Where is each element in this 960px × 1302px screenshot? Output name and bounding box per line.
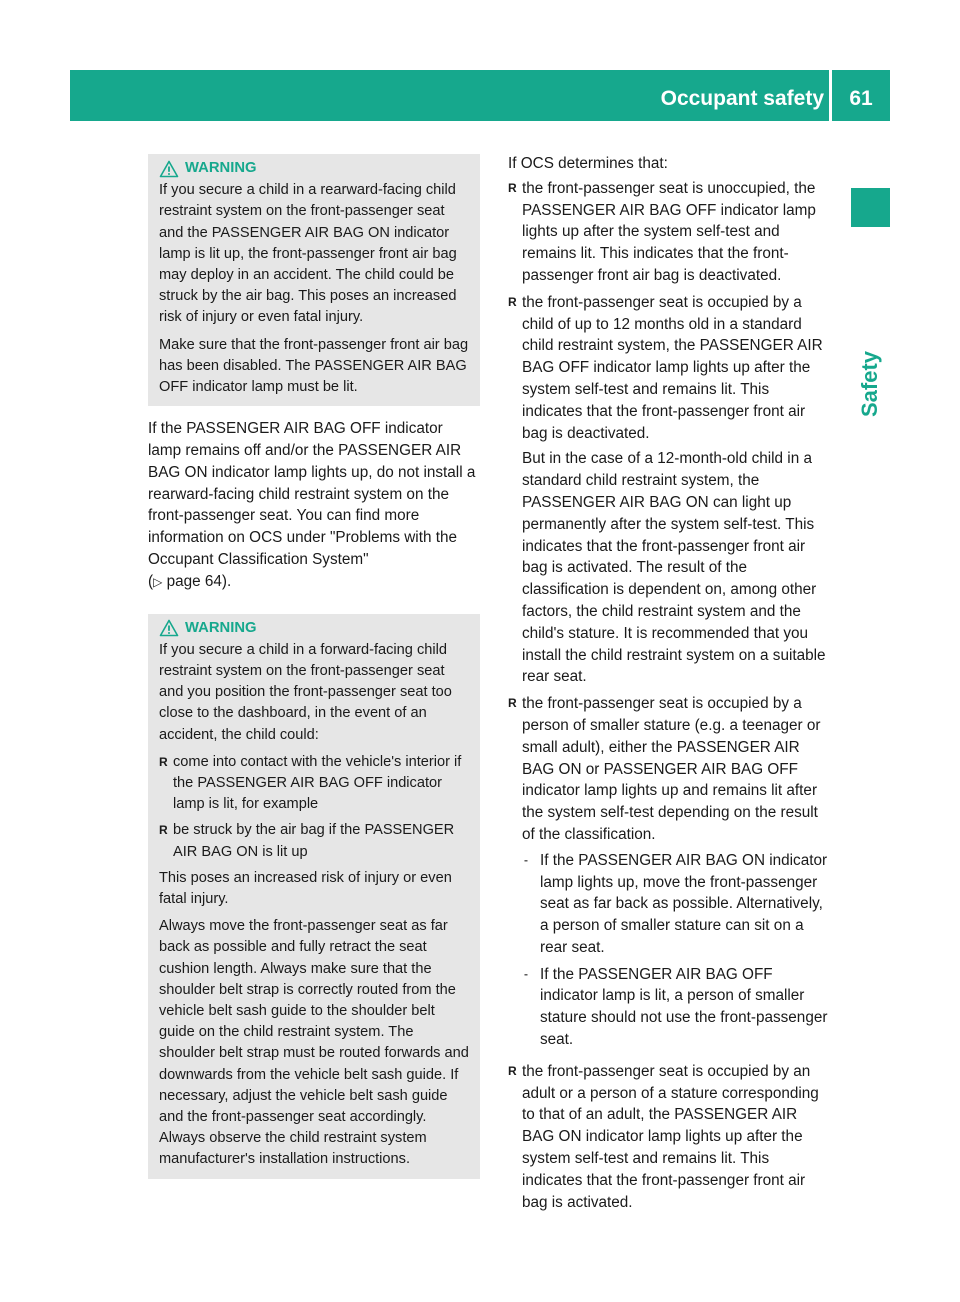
header-divider — [829, 70, 832, 121]
warning-title: WARNING — [185, 160, 257, 176]
list-item: R the front-passenger seat is occupied by a child of up to 12 months old in a standard child restraint system, the PASSENGER AIR BAG OFF indicator lamp lights up after the system self-test and remains lit. This indicates that the front-passenger front air bag is deactivated. But in the case of a 12-month-old child in a standard child restraint system, the PASSENGER AIR BAG ON can light up permanently after the system self-test. This indicates that the front-passenger front air bag is activated. The result of the classification is dependent on, among other factors, the child restraint system and the child's stature. It is recommended that you install the child restraint system on a suitable rear seat. — [508, 292, 833, 688]
dash-marker: - — [524, 966, 528, 981]
warning-triangle-icon — [159, 160, 179, 178]
warning-header — [159, 158, 470, 179]
list-item: R be struck by the air bag if the PASSENGER AIR BAG ON is lit up — [159, 820, 470, 862]
bullet-marker: R — [159, 754, 168, 769]
warning-header — [159, 618, 470, 639]
page-number: 61 — [849, 87, 873, 110]
sub-list-item: - If the PASSENGER AIR BAG OFF indicator lamp is lit, a person of smaller stature should not use the front-passenger seat. — [522, 964, 833, 1051]
warning-title: WARNING — [185, 619, 257, 636]
warning-text: If you secure a child in a rearward-facing child restraint system on the front-passenger seat and the PASSENGER AIR BAG ON indicator lamp is lit up, the front-passenger front air bag may deploy in an accident. The child could be struck by the air bag. This poses an increased risk of injury or even fatal injury. — [159, 182, 457, 326]
bullet-marker: R — [508, 696, 517, 711]
bullet-marker: R — [508, 294, 517, 309]
left-column — [148, 154, 480, 1179]
section-title: Occupant safety — [660, 87, 824, 110]
warning-text: Make sure that the front-passenger front air bag has been disabled. The PASSENGER AIR BAG OFF indicator lamp must be lit. — [159, 336, 469, 396]
list-item: R the front-passenger seat is occupied by an adult or a person of a stature corresponding to that of an adult, the PASSENGER AIR BAG ON indicator lamp lights up after the system self-test and remains lit. This indicates that the front-passenger front air bag is activated. — [508, 1061, 833, 1214]
bullet-marker: R — [508, 1063, 517, 1078]
warning-text: Always move the front-passenger seat as far back as possible and fully retract the seat cushion length. Always make sure that the shoulder belt strap is correctly routed from the vehicle belt sash guide to the shoulder belt guide on the child restraint system. The shoulder belt strap must be routed forwards and downwards from the vehicle belt sash guide. If necessary, adjust the vehicle belt sash guide and the front-passenger seat accordingly. Always observe the child restraint system manufacturer's installation instructions. — [159, 918, 469, 1168]
warning-text: If you secure a child in a forward-facing child restraint system on the front-passenger seat and you position the front-passenger seat too close to the dashboard, in the event of an accident, the child could: — [159, 641, 452, 743]
warning-triangle-icon — [159, 619, 179, 637]
page-reference-link[interactable]: page 64). — [166, 572, 232, 590]
bullet-marker: R — [508, 180, 517, 195]
page-ref-arrow-icon: ▷ — [153, 574, 163, 589]
warning-box-1 — [148, 154, 480, 406]
side-tab-label: Safety — [857, 350, 882, 418]
body-paragraph: If the PASSENGER AIR BAG OFF indicator lamp remains off and/or the PASSENGER AIR BAG ON indicator lamp lights up, do not install a rearward-facing child restraint system on the front-passenger seat. You can find more information on OCS under "Problems with the Occupant Classification System" (▷ page 64). — [148, 420, 476, 590]
side-tab — [858, 334, 882, 434]
list-item: R come into contact with the vehicle's interior if the PASSENGER AIR BAG OFF indicator lamp is lit, for example — [159, 752, 470, 816]
sub-list-item: - If the PASSENGER AIR BAG ON indicator lamp lights up, move the front-passenger seat as far back as possible. Alternatively, a person of smaller stature can sit on a rear seat. — [522, 850, 833, 959]
warning-box-2 — [148, 614, 480, 1179]
bullet-marker: R — [159, 823, 168, 838]
warning-text: This poses an increased risk of injury or even fatal injury. — [159, 869, 452, 908]
right-column — [508, 153, 833, 1218]
intro-text: If OCS determines that: — [508, 155, 668, 172]
dash-marker: - — [524, 852, 528, 867]
list-item: R the front-passenger seat is unoccupied, the PASSENGER AIR BAG OFF indicator lamp lights up after the system self-test and remains lit. This indicates that the front-passenger front air bag is deactivated. — [508, 178, 833, 287]
side-tab-marker — [851, 188, 890, 227]
list-item: R the front-passenger seat is occupied by a person of smaller stature (e.g. a teenager or small adult), either the PASSENGER AIR BAG ON or PASSENGER AIR BAG OFF indicator lamp lights up and remains lit after the system self-test depending on the result of the classification. - If the PASSENGER AIR BAG ON indicator lamp lights up, move the front-passenger seat as far back as possible. Alternatively, a person of smaller stature can sit on a rear seat. - If the PASSENGER AIR BAG OFF indicator lamp is lit, a person of smaller stature should not use the front-passenger seat. — [508, 693, 833, 1056]
